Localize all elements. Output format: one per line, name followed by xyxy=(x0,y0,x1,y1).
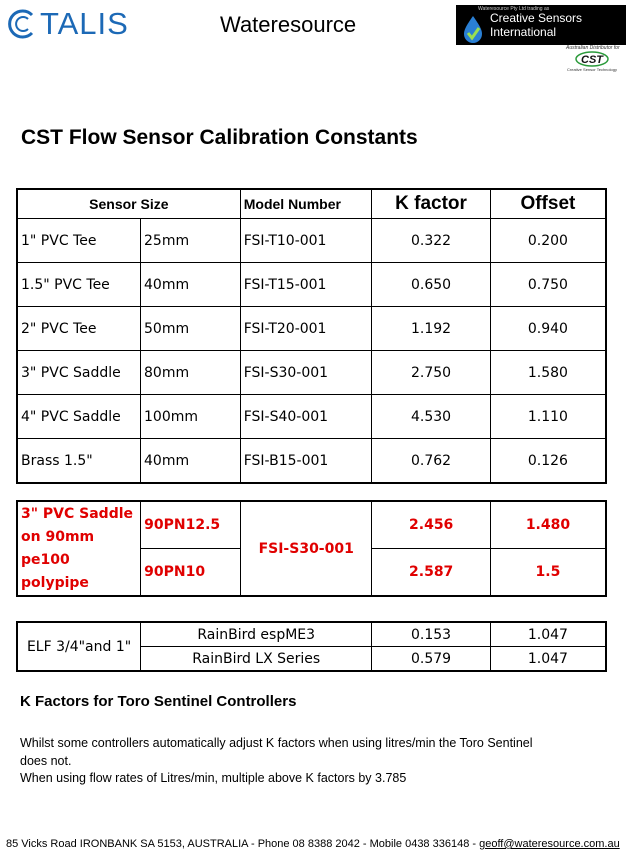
k-factor: 0.650 xyxy=(372,263,491,307)
pipe-class: 90PN12.5 xyxy=(141,501,241,549)
model-number: FSI-S40-001 xyxy=(240,395,372,439)
table-header-row xyxy=(17,189,606,219)
cst-logo-sub: Creative Sensor Technology xyxy=(567,67,617,72)
offset: 0.940 xyxy=(490,307,606,351)
table-row xyxy=(17,395,606,439)
k-factor: 0.153 xyxy=(372,622,491,647)
model-number: FSI-T20-001 xyxy=(240,307,372,351)
sensor-size: Brass 1.5" xyxy=(17,439,141,484)
sensor-size: 1.5" PVC Tee xyxy=(17,263,141,307)
model-number: FSI-B15-001 xyxy=(240,439,372,484)
controller-name: RainBird LX Series xyxy=(141,647,372,672)
sensor-mm: 40mm xyxy=(141,439,241,484)
brand-name: TALIS xyxy=(40,6,129,41)
offset: 0.126 xyxy=(490,439,606,484)
sensor-mm: 80mm xyxy=(141,351,241,395)
k-factor: 1.192 xyxy=(372,307,491,351)
pipe-class: 90PN10 xyxy=(141,549,241,597)
partner-name: Creative Sensors International xyxy=(490,11,583,39)
controller-name: RainBird espME3 xyxy=(141,622,372,647)
sensor-mm: 25mm xyxy=(141,219,241,263)
k-factor: 0.762 xyxy=(372,439,491,484)
offset: 0.750 xyxy=(490,263,606,307)
toro-paragraph-2: When using flow rates of Litres/min, multiple above K factors by 3.785 xyxy=(20,771,407,785)
footer-address: 85 Vicks Road IRONBANK SA 5153, AUSTRALIA - Phone 08 8388 2042 - Mobile 0438 336148 - xyxy=(6,838,480,850)
sensor-mm: 50mm xyxy=(141,307,241,351)
elf-label: ELF 3/4"and 1" xyxy=(17,622,141,671)
polypipe-description xyxy=(17,501,141,596)
desc-line: polypipe xyxy=(21,574,89,591)
k-factor: 2.587 xyxy=(372,549,491,597)
offset: 1.110 xyxy=(490,395,606,439)
footer xyxy=(6,838,620,850)
model-number: FSI-T15-001 xyxy=(240,263,372,307)
k-factor: 2.456 xyxy=(372,501,491,549)
header-sensor-size: Sensor Size xyxy=(17,189,240,219)
desc-line: on 90mm pe100 xyxy=(21,528,95,568)
table-row xyxy=(17,263,606,307)
model-number: FSI-S30-001 xyxy=(241,501,372,596)
water-drop-icon xyxy=(462,15,484,43)
offset: 1.047 xyxy=(490,622,606,647)
elf-table xyxy=(16,621,607,672)
cst-logo-text: CST xyxy=(581,54,603,66)
k-factor: 4.530 xyxy=(372,395,491,439)
toro-title: K Factors for Toro Sentinel Controllers xyxy=(20,693,297,710)
table-row xyxy=(17,307,606,351)
calibration-table xyxy=(16,188,607,484)
desc-line: 3" PVC Saddle xyxy=(21,505,134,522)
k-factor: 0.322 xyxy=(372,219,491,263)
offset: 1.5 xyxy=(490,549,606,597)
csi-logo xyxy=(456,5,626,45)
footer-email-link[interactable]: geoff@wateresource.com.au xyxy=(479,838,620,850)
sensor-size: 3" PVC Saddle xyxy=(17,351,141,395)
sensor-size: 2" PVC Tee xyxy=(17,307,141,351)
talis-logo xyxy=(6,6,166,42)
cst-logo xyxy=(566,51,618,73)
k-factor: 2.750 xyxy=(372,351,491,395)
partner-small-text: Wateresource Pty Ltd trading as xyxy=(478,6,550,12)
offset: 1.480 xyxy=(490,501,606,549)
sensor-size: 1" PVC Tee xyxy=(17,219,141,263)
table-row xyxy=(17,351,606,395)
offset: 0.200 xyxy=(490,219,606,263)
table-row xyxy=(17,439,606,484)
header-k-factor: K factor xyxy=(372,189,491,219)
model-number: FSI-T10-001 xyxy=(240,219,372,263)
offset: 1.047 xyxy=(490,647,606,672)
header-title: Wateresource xyxy=(220,12,357,37)
offset: 1.580 xyxy=(490,351,606,395)
sensor-size: 4" PVC Saddle xyxy=(17,395,141,439)
table-row xyxy=(17,219,606,263)
table-row xyxy=(17,501,606,549)
header-model-number: Model Number xyxy=(240,189,372,219)
page-title: CST Flow Sensor Calibration Constants xyxy=(21,126,418,149)
table-row xyxy=(17,622,606,647)
k-factor: 0.579 xyxy=(372,647,491,672)
model-number: FSI-S30-001 xyxy=(240,351,372,395)
sensor-mm: 100mm xyxy=(141,395,241,439)
polypipe-table xyxy=(16,500,607,597)
header-offset: Offset xyxy=(490,189,606,219)
toro-paragraph-1: Whilst some controllers automatically adjust K factors when using litres/min the Toro Sentinel does not. xyxy=(20,736,533,768)
distributor-text: Australian Distributor for xyxy=(566,45,620,51)
talis-arc-icon xyxy=(6,9,36,39)
sensor-mm: 40mm xyxy=(141,263,241,307)
